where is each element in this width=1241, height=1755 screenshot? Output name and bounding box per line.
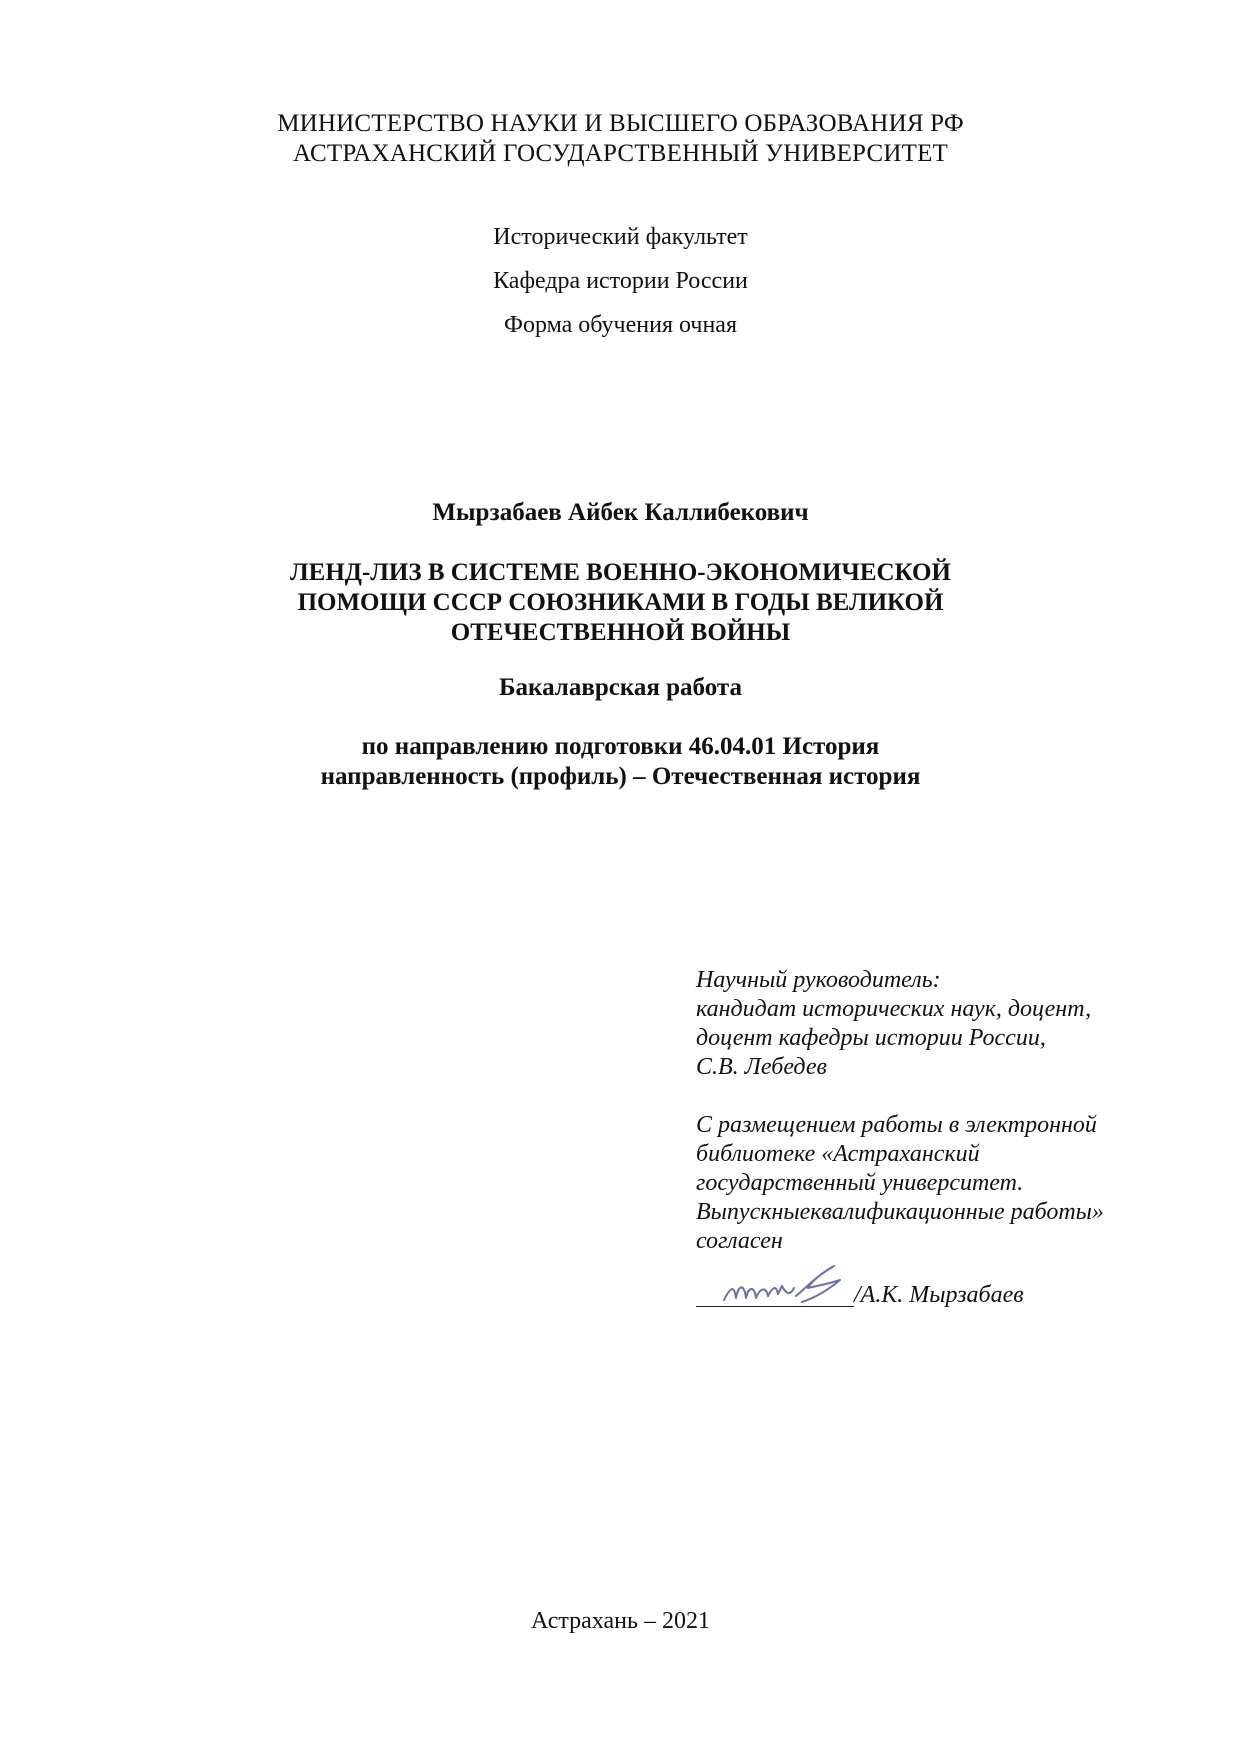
handwritten-signature	[716, 1258, 856, 1308]
supervisor-degree: кандидат исторических наук, доцент,	[696, 996, 1092, 1022]
work-type: Бакалаврская работа	[499, 674, 742, 701]
study-form: Форма обучения очная	[503, 312, 737, 338]
consent-line-5: согласен	[696, 1228, 783, 1254]
university-name: АСТРАХАНСКИЙ ГОСУДАРСТВЕННЫЙ УНИВЕРСИТЕТ	[292, 140, 949, 167]
thesis-title-line-2: ПОМОЩИ СССР СОЮЗНИКАМИ В ГОДЫ ВЕЛИКОЙ	[297, 589, 944, 616]
thesis-title-line-1: ЛЕНД-ЛИЗ В СИСТЕМЕ ВОЕННО-ЭКОНОМИЧЕСКОЙ	[290, 559, 951, 586]
supervisor-label: Научный руководитель:	[696, 967, 941, 993]
direction-line-1: по направлению подготовки 46.04.01 История	[361, 733, 880, 760]
supervisor-position: доцент кафедры истории России,	[696, 1025, 1046, 1051]
consent-line-1: С размещением работы в электронной	[696, 1112, 1097, 1138]
ministry-name: МИНИСТЕРСТВО НАУКИ И ВЫСШЕГО ОБРАЗОВАНИЯ РФ	[277, 110, 964, 137]
supervisor-name: С.В. Лебедев	[696, 1054, 827, 1080]
author-name: Мырзабаев Айбек Каллибекович	[432, 499, 809, 526]
consent-line-3: государственный университет.	[696, 1170, 1024, 1196]
chair-name: Кафедра истории России	[493, 268, 748, 294]
direction-line-2: направленность (профиль) – Отечественная история	[320, 763, 921, 790]
signer-name: /А.К. Мырзабаев	[854, 1282, 1024, 1308]
thesis-title-line-3: ОТЕЧЕСТВЕННОЙ ВОЙНЫ	[450, 619, 791, 646]
faculty-name: Исторический факультет	[493, 224, 748, 250]
consent-line-4: Выпускныеквалификационные работы»	[696, 1199, 1104, 1225]
signature-row	[696, 1278, 1216, 1318]
consent-line-2: библиотеке «Астраханский	[696, 1141, 980, 1167]
city-year: Астрахань – 2021	[531, 1608, 710, 1634]
